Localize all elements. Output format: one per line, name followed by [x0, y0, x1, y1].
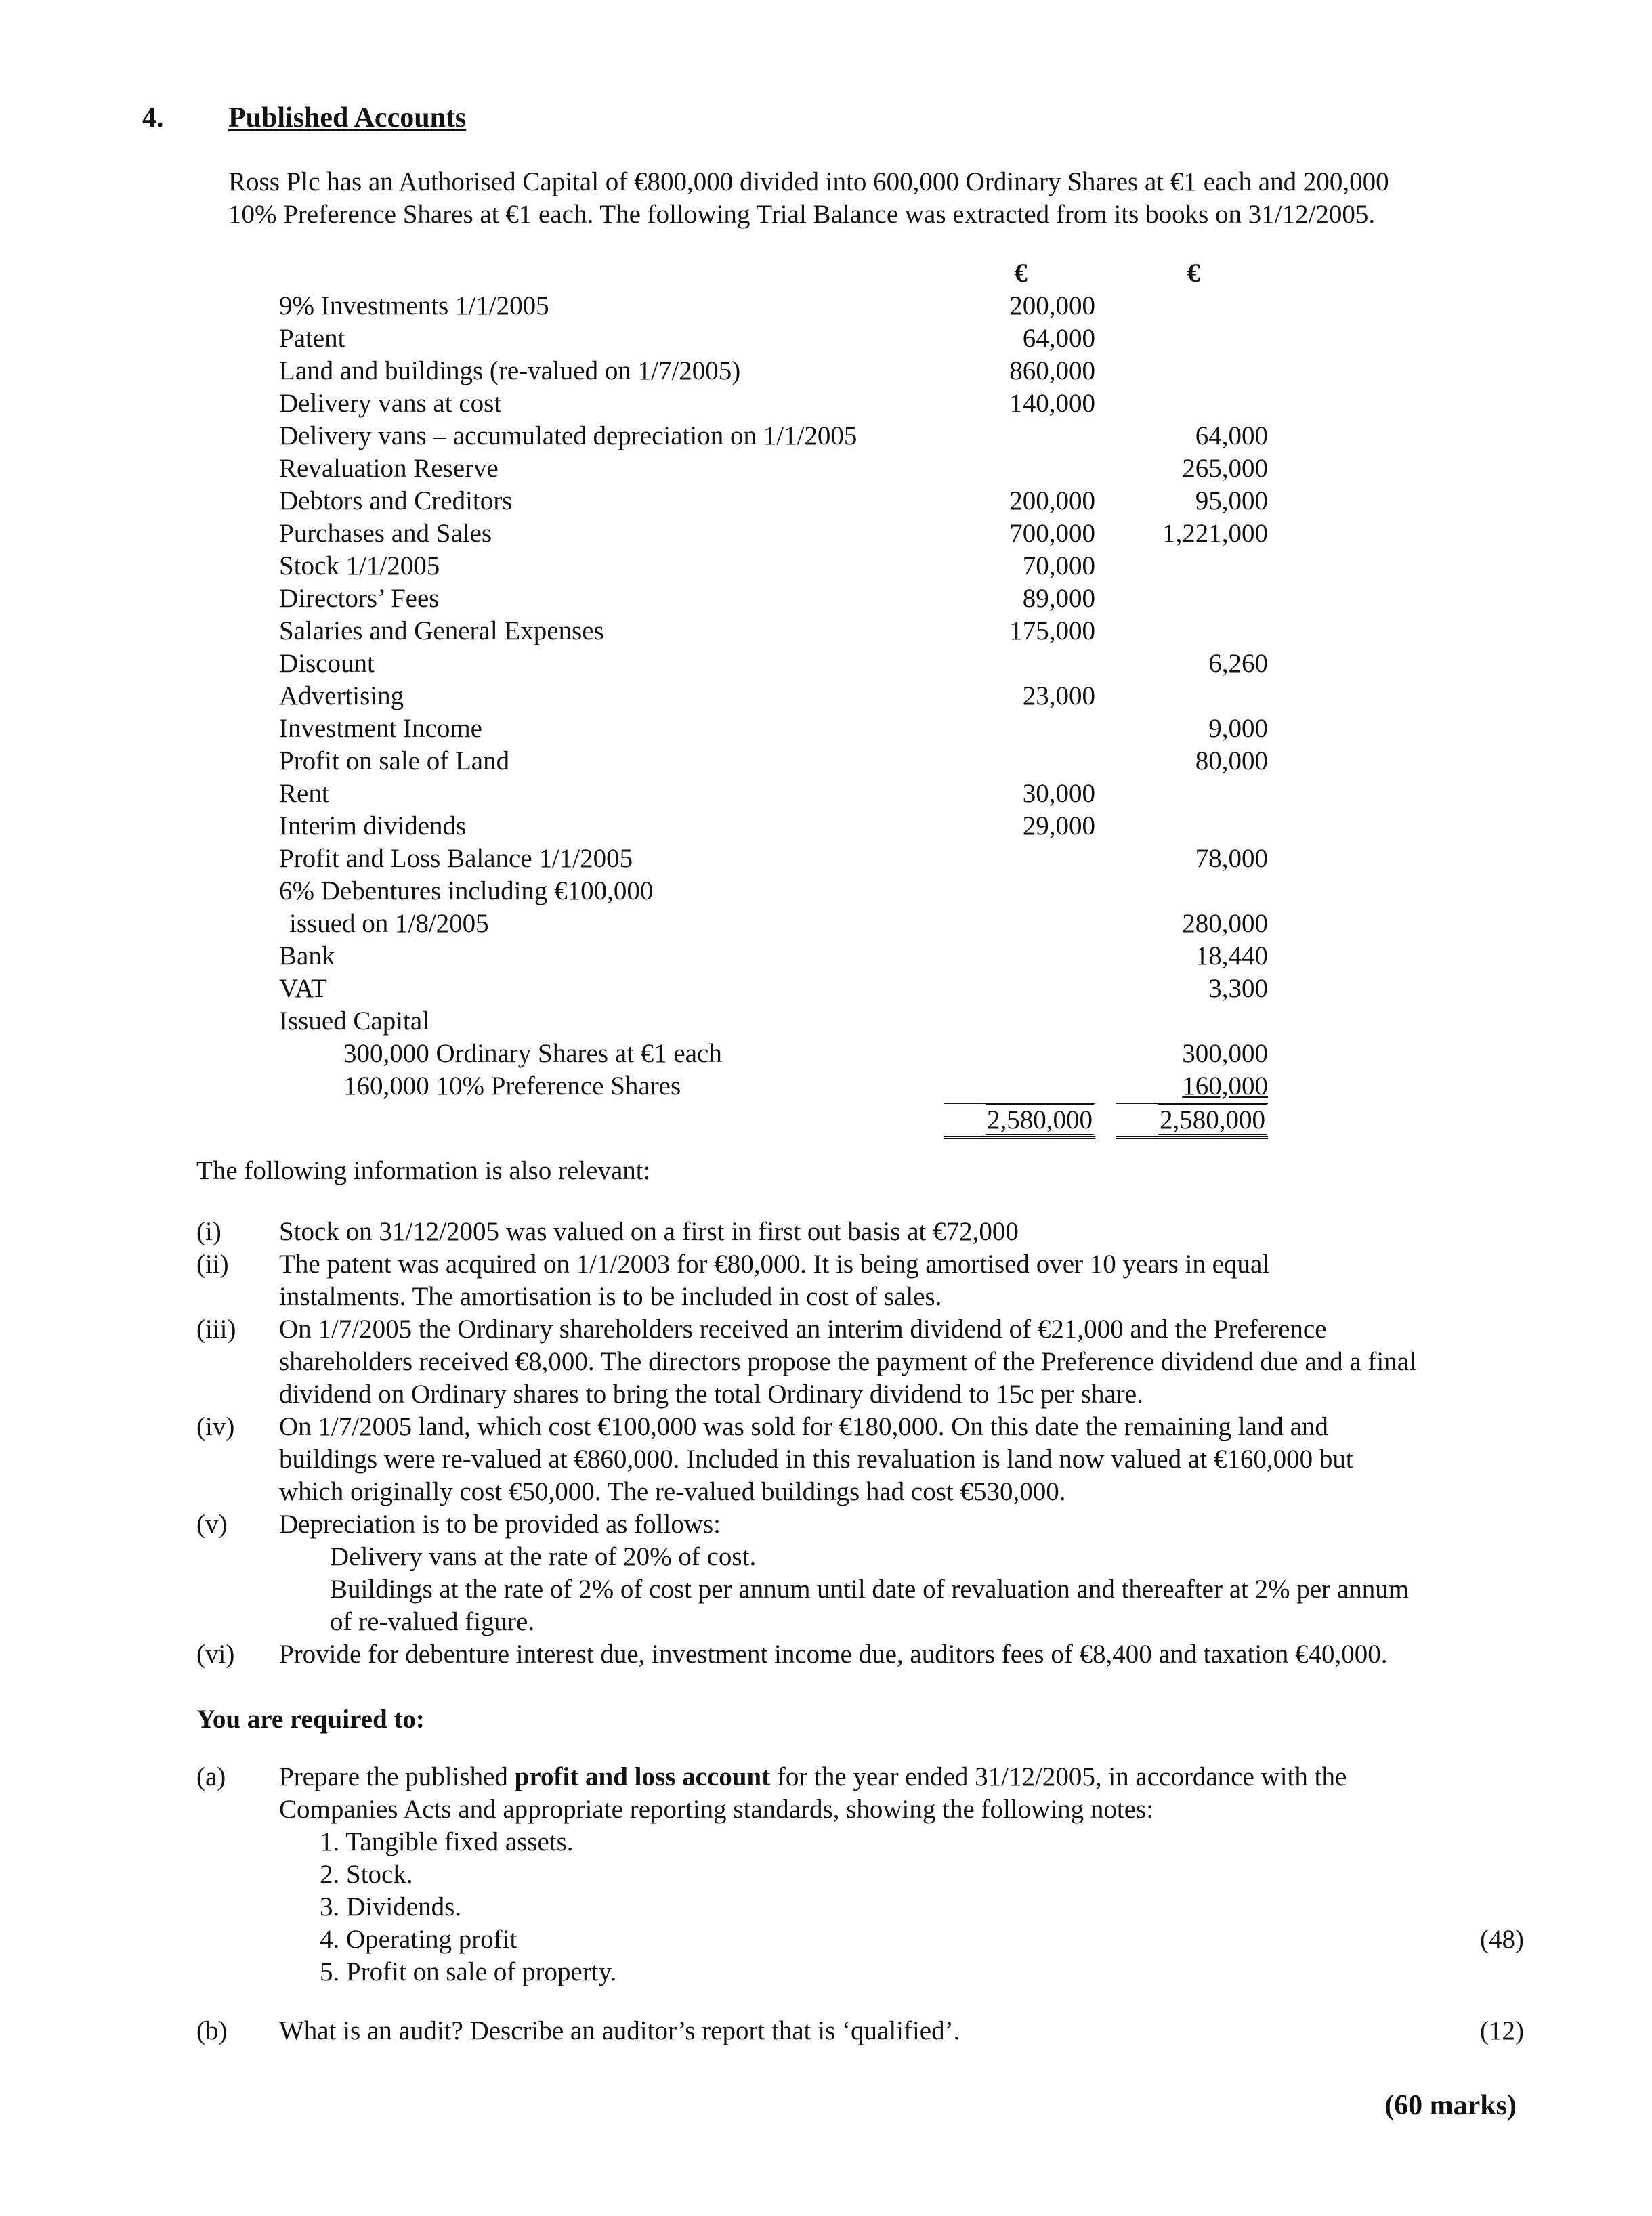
table-row — [279, 647, 1282, 680]
account-name: 300,000 Ordinary Shares at €1 each — [343, 1039, 722, 1068]
table-row — [279, 322, 1282, 355]
account-name: issued on 1/8/2005 — [289, 909, 489, 938]
credit-amount: 1,221,000 — [1162, 519, 1268, 548]
debit-amount: 175,000 — [1009, 616, 1095, 645]
table-row — [279, 290, 1282, 322]
note-line: dividend on Ordinary shares to bring the total Ordinary dividend to 15c per share. — [279, 1380, 1143, 1409]
table-row — [279, 420, 1282, 452]
table-row — [279, 1005, 1282, 1038]
note-number: (vi) — [196, 1640, 235, 1669]
account-name: Directors’ Fees — [279, 584, 440, 613]
note-line: which originally cost €50,000. The re-valued buildings had cost €530,000. — [279, 1477, 1066, 1506]
note-line: On 1/7/2005 the Ordinary shareholders received an interim dividend of €21,000 and the Preference — [279, 1315, 1327, 1344]
note-line: instalments. The amortisation is to be included in cost of sales. — [279, 1282, 942, 1311]
debit-amount: 700,000 — [1009, 519, 1095, 548]
intro-line: 10% Preference Shares at €1 each. The following Trial Balance was extracted from its books on 31/12/2005. — [228, 200, 1376, 229]
table-row — [279, 615, 1282, 647]
note-subline: of re-valued figure. — [330, 1607, 535, 1636]
debit-header: € — [1014, 259, 1028, 288]
note-line: buildings were re-valued at €860,000. Included in this revaluation is land now valued at €160,000 but — [279, 1445, 1353, 1474]
account-name: 6% Debentures including €100,000 — [279, 876, 654, 905]
account-name: Revaluation Reserve — [279, 454, 499, 483]
table-row — [279, 810, 1282, 843]
total-credit: 2,580,000 — [1158, 1104, 1267, 1137]
credit-amount: 78,000 — [1195, 844, 1268, 873]
account-name: Investment Income — [279, 714, 482, 743]
table-row — [279, 355, 1282, 387]
table-row — [279, 452, 1282, 485]
credit-amount: 6,260 — [1208, 649, 1268, 678]
part-a-number: (a) — [196, 1762, 226, 1791]
account-name: Delivery vans at cost — [279, 389, 502, 418]
credit-header: € — [1187, 259, 1200, 288]
table-row — [279, 777, 1282, 810]
note-number: (iii) — [196, 1315, 236, 1344]
note-line: Stock on 31/12/2005 was valued on a first in first out basis at €72,000 — [279, 1217, 1019, 1246]
account-name: 9% Investments 1/1/2005 — [279, 291, 549, 320]
intro-line: Ross Plc has an Authorised Capital of €800,000 divided into 600,000 Ordinary Shares at €1 each and 200,000 — [228, 167, 1389, 196]
table-row — [279, 485, 1282, 517]
note-item — [196, 1411, 1551, 1508]
credit-amount: 18,440 — [1195, 941, 1268, 971]
note-item — [196, 1248, 1551, 1313]
list-item: 2. Stock. — [320, 1860, 413, 1889]
question-title: Published Accounts — [228, 102, 467, 133]
list-item: 1. Tangible fixed assets. — [320, 1827, 574, 1856]
list-item: 3. Dividends. — [320, 1892, 462, 1921]
account-name: Interim dividends — [279, 811, 467, 840]
credit-amount: 80,000 — [1195, 746, 1268, 775]
required-heading: You are required to: — [196, 1705, 425, 1734]
debit-amount: 29,000 — [1022, 811, 1095, 840]
table-row — [279, 1070, 1282, 1103]
debit-amount: 200,000 — [1009, 291, 1095, 320]
account-name: Discount — [279, 649, 375, 678]
part-a-line: Companies Acts and appropriate reporting standards, showing the following notes: — [279, 1795, 1154, 1824]
table-row — [279, 680, 1282, 712]
table-row — [279, 517, 1282, 550]
trial-balance-total — [279, 1103, 1282, 1135]
account-name: Delivery vans – accumulated depreciation on 1/1/2005 — [279, 421, 857, 450]
debit-amount: 140,000 — [1009, 389, 1095, 418]
table-row — [279, 712, 1282, 745]
account-name: VAT — [279, 974, 327, 1003]
part-a-line: Prepare the published profit and loss account for the year ended 31/12/2005, in accordance with the — [279, 1762, 1347, 1791]
part-b-marks: (12) — [1480, 2016, 1524, 2045]
credit-amount: 160,000 — [1182, 1071, 1268, 1101]
part-a-notes-list — [279, 1826, 1524, 1988]
table-row — [279, 908, 1282, 940]
total-debit: 2,580,000 — [986, 1104, 1094, 1137]
account-name: Bank — [279, 941, 335, 971]
note-item — [196, 1638, 1551, 1671]
account-name: Profit and Loss Balance 1/1/2005 — [279, 844, 633, 873]
table-row — [279, 940, 1282, 973]
part-b-text: What is an audit? Describe an auditor’s report that is ‘qualified’. — [279, 2016, 960, 2045]
note-line: On 1/7/2005 land, which cost €100,000 was sold for €180,000. On this date the remaining land and — [279, 1412, 1328, 1441]
note-subline: Delivery vans at the rate of 20% of cost. — [330, 1542, 757, 1571]
debit-amount: 70,000 — [1022, 551, 1095, 580]
note-item — [196, 1313, 1551, 1411]
debit-amount: 200,000 — [1009, 486, 1095, 515]
note-subline: Buildings at the rate of 2% of cost per annum until date of revaluation and thereafter at 2% per annum — [330, 1575, 1410, 1604]
account-name: Advertising — [279, 681, 404, 710]
account-name: Profit on sale of Land — [279, 746, 510, 775]
list-item: 5. Profit on sale of property. — [320, 1957, 617, 1986]
intro-paragraph — [228, 166, 1515, 231]
debit-amount: 89,000 — [1022, 584, 1095, 613]
total-marks: (60 marks) — [1384, 2090, 1517, 2121]
table-row — [279, 1038, 1282, 1070]
note-item — [196, 1508, 1551, 1638]
note-line: Depreciation is to be provided as follows: — [279, 1510, 721, 1539]
note-line: shareholders received €8,000. The directors propose the payment of the Preference dividend due and a final — [279, 1347, 1416, 1376]
note-number: (ii) — [196, 1250, 229, 1279]
part-a — [196, 1761, 1524, 1988]
note-item — [196, 1216, 1551, 1248]
table-row — [279, 582, 1282, 615]
account-name: Patent — [279, 324, 345, 353]
question-number: 4. — [142, 102, 164, 133]
table-row — [279, 387, 1282, 420]
note-line: Provide for debenture interest due, investment income due, auditors fees of €8,400 and taxation €40,000. — [279, 1640, 1388, 1669]
account-name: Issued Capital — [279, 1006, 430, 1036]
account-name: Land and buildings (re-valued on 1/7/2005) — [279, 356, 741, 385]
note-number: (i) — [196, 1217, 221, 1246]
table-row — [279, 875, 1282, 908]
account-name: 160,000 10% Preference Shares — [343, 1071, 681, 1101]
part-b-number: (b) — [196, 2016, 228, 2045]
debit-amount: 860,000 — [1009, 356, 1095, 385]
credit-amount: 3,300 — [1208, 974, 1268, 1003]
note-number: (v) — [196, 1510, 228, 1539]
account-name: Salaries and General Expenses — [279, 616, 604, 645]
account-name: Rent — [279, 779, 329, 808]
trial-balance-header — [279, 257, 1282, 290]
note-number: (iv) — [196, 1412, 235, 1441]
credit-amount: 9,000 — [1208, 714, 1268, 743]
trial-balance — [279, 257, 1282, 1135]
debit-amount: 23,000 — [1022, 681, 1095, 710]
credit-amount: 300,000 — [1182, 1039, 1268, 1068]
additional-information — [196, 1216, 1551, 1671]
debit-amount: 64,000 — [1022, 324, 1095, 353]
account-name: Stock 1/1/2005 — [279, 551, 440, 580]
list-item: 4. Operating profit — [320, 1925, 517, 1954]
part-a-marks: (48) — [1480, 1925, 1524, 1954]
also-relevant: The following information is also relevant: — [196, 1156, 651, 1185]
credit-amount: 280,000 — [1182, 909, 1268, 938]
credit-amount: 265,000 — [1182, 454, 1268, 483]
part-b — [196, 2015, 1524, 2047]
table-row — [279, 843, 1282, 875]
credit-amount: 64,000 — [1195, 421, 1268, 450]
table-row — [279, 745, 1282, 777]
account-name: Debtors and Creditors — [279, 486, 513, 515]
debit-amount: 30,000 — [1022, 779, 1095, 808]
table-row — [279, 973, 1282, 1005]
note-line: The patent was acquired on 1/1/2003 for €80,000. It is being amortised over 10 years in equal — [279, 1250, 1270, 1279]
credit-amount: 95,000 — [1195, 486, 1268, 515]
table-row — [279, 550, 1282, 582]
account-name: Purchases and Sales — [279, 519, 492, 548]
